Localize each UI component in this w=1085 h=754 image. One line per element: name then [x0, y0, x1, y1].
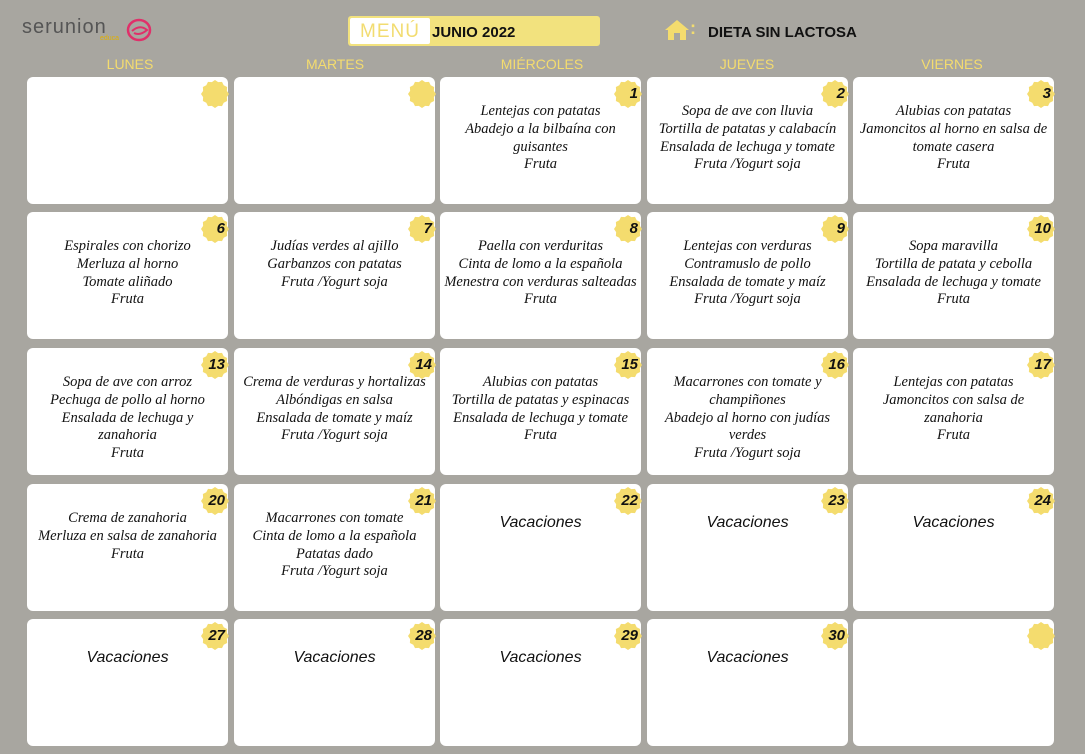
menu-items	[444, 103, 637, 174]
logo-text: serunion	[22, 16, 107, 38]
menu-items	[857, 238, 1050, 309]
menu-item: Menestra con verduras salteadas	[444, 273, 637, 290]
day-cell	[27, 619, 228, 746]
day-cell	[647, 77, 848, 204]
day-name-tuesday: MARTES	[305, 56, 365, 72]
day-cell	[27, 212, 228, 339]
header-colon: :	[690, 18, 696, 38]
day-number: 22	[621, 492, 638, 509]
menu-item: Ensalada de tomate y maíz	[256, 409, 413, 426]
vacation-label: Vacaciones	[706, 514, 789, 531]
menu-item: Fruta	[110, 445, 145, 462]
menu-items	[857, 374, 1050, 445]
day-number: 23	[828, 492, 845, 509]
menu-item: Sopa de ave con arroz	[62, 374, 193, 390]
menu-item: Ensalada de lechuga y tomate	[866, 273, 1041, 290]
day-cell	[234, 484, 435, 611]
menu-items	[31, 510, 224, 563]
day-name-wednesday: MIÉRCOLES	[500, 56, 584, 72]
menu-item: Cinta de lomo a la española	[252, 527, 417, 544]
menu-items	[31, 374, 224, 463]
menu-item: Alubias con patatas	[482, 374, 599, 390]
menu-item: Fruta	[523, 427, 558, 444]
menu-item: Sopa de ave con lluvia	[681, 103, 814, 119]
menu-item: Alubias con patatas	[895, 103, 1012, 119]
menu-items	[651, 103, 844, 174]
menu-label: MENÚ	[350, 18, 430, 44]
menu-item: Merluza al horno	[76, 255, 179, 272]
menu-item: Ensalada de lechuga y tomate	[453, 409, 628, 426]
day-number: 1	[629, 85, 638, 102]
menu-item: Fruta /Yogurt soja	[694, 445, 801, 462]
menu-item: Cinta de lomo a la española	[458, 255, 623, 272]
menu-items	[444, 238, 637, 309]
logo-subtext: educa	[100, 35, 120, 42]
menu-month: JUNIO 2022	[432, 24, 516, 41]
menu-item: Jamoncitos al horno en salsa de tomate casera	[859, 120, 1048, 155]
day-cell	[853, 348, 1054, 475]
day-number: 14	[415, 356, 432, 373]
menu-item: Tortilla de patata y cebolla	[874, 255, 1033, 272]
menu-item: Fruta /Yogurt soja	[694, 156, 801, 173]
menu-item: Fruta /Yogurt soja	[281, 563, 388, 580]
day-number: 13	[208, 356, 225, 373]
menu-item: Jamoncitos con salsa de zanahoria	[882, 391, 1025, 426]
day-number: 8	[629, 220, 638, 237]
day-number: 30	[828, 627, 845, 644]
day-number: 3	[1042, 85, 1051, 102]
day-cell	[234, 619, 435, 746]
menu-item: Espirales con chorizo	[64, 238, 191, 254]
menu-item: Crema de verduras y hortalizas	[243, 374, 426, 390]
menu-item: Abadejo al horno con judías verdes	[664, 409, 831, 444]
menu-item: Macarrones con tomate	[265, 510, 404, 526]
menu-item: Fruta /Yogurt soja	[694, 291, 801, 308]
menu-item: Lentejas con patatas	[893, 374, 1014, 390]
day-cell	[853, 77, 1054, 204]
menu-item: Fruta	[110, 291, 145, 308]
day-number: 16	[828, 356, 845, 373]
day-cell	[234, 77, 435, 204]
menu-item: Contramuslo de pollo	[684, 255, 811, 272]
day-cell	[853, 619, 1054, 746]
vacation-label: Vacaciones	[293, 649, 376, 666]
menu-items	[238, 374, 431, 445]
day-cell	[440, 484, 641, 611]
day-cell	[647, 212, 848, 339]
day-cell	[440, 619, 641, 746]
menu-item: Ensalada de lechuga y tomate	[660, 138, 835, 155]
menu-item: Ensalada de lechuga y zanahoria	[61, 409, 194, 444]
day-number: 20	[208, 492, 225, 509]
day-number: 29	[621, 627, 638, 644]
day-cell	[440, 348, 641, 475]
menu-item: Tortilla de patatas y espinacas	[451, 391, 630, 408]
menu-item: Fruta	[936, 156, 971, 173]
menu-item: Abadejo a la bilbaína con guisantes	[465, 120, 616, 155]
day-number: 7	[423, 220, 432, 237]
day-number: 9	[836, 220, 845, 237]
day-cell	[27, 348, 228, 475]
day-cell	[647, 484, 848, 611]
vacation-label: Vacaciones	[499, 649, 582, 666]
menu-items	[444, 374, 637, 445]
menu-item: Paella con verduritas	[477, 238, 604, 254]
menu-item: Sopa maravilla	[908, 238, 998, 254]
vacation-label: Vacaciones	[706, 649, 789, 666]
day-cell	[853, 484, 1054, 611]
day-number: 21	[415, 492, 432, 509]
day-badge-icon	[200, 79, 230, 109]
logo-mark-icon	[124, 16, 154, 44]
day-cell	[440, 212, 641, 339]
day-cell	[234, 212, 435, 339]
menu-item: Fruta /Yogurt soja	[281, 427, 388, 444]
day-cell	[27, 77, 228, 204]
menu-item: Fruta	[110, 545, 145, 562]
menu-item: Lentejas con verduras	[683, 238, 812, 254]
menu-item: Fruta	[523, 291, 558, 308]
menu-item: Crema de zanahoria	[68, 510, 187, 526]
menu-item: Tortilla de patatas y calabacín	[658, 120, 837, 137]
menu-item: Tomate aliñado	[82, 273, 173, 290]
day-number: 28	[415, 627, 432, 644]
menu-items	[651, 374, 844, 463]
day-number: 27	[208, 627, 225, 644]
day-number: 6	[216, 220, 225, 237]
day-name-thursday: JUEVES	[719, 56, 775, 72]
serunion-logo	[22, 14, 157, 46]
day-name-friday: VIERNES	[921, 56, 983, 72]
menu-item: Pechuga de pollo al horno	[50, 391, 205, 408]
menu-item: Fruta	[936, 427, 971, 444]
day-number: 15	[621, 356, 638, 373]
menu-item: Ensalada de tomate y maíz	[669, 273, 826, 290]
vacation-label: Vacaciones	[912, 514, 995, 531]
menu-item: Merluza en salsa de zanahoria	[38, 527, 217, 544]
menu-items	[651, 238, 844, 309]
menu-item: Judías verdes al ajillo	[270, 238, 399, 254]
day-badge-icon	[1026, 621, 1056, 651]
day-name-monday: LUNES	[106, 56, 154, 72]
menu-items	[857, 103, 1050, 174]
home-icon	[664, 18, 690, 42]
menu-item: Garbanzos con patatas	[267, 255, 402, 272]
day-number: 2	[836, 85, 845, 102]
day-number: 10	[1034, 220, 1051, 237]
diet-title: DIETA SIN LACTOSA	[708, 24, 857, 41]
day-cell	[27, 484, 228, 611]
menu-item: Albóndigas en salsa	[276, 391, 393, 408]
menu-item: Fruta	[523, 156, 558, 173]
day-cell	[647, 619, 848, 746]
vacation-label: Vacaciones	[499, 514, 582, 531]
vacation-label: Vacaciones	[86, 649, 169, 666]
day-cell	[440, 77, 641, 204]
day-badge-icon	[407, 79, 437, 109]
day-number: 24	[1034, 492, 1051, 509]
day-cell	[234, 348, 435, 475]
day-number: 17	[1034, 356, 1051, 373]
menu-item: Macarrones con tomate y champiñones	[673, 374, 822, 408]
day-cell	[647, 348, 848, 475]
menu-item: Fruta /Yogurt soja	[281, 273, 388, 290]
day-cell	[853, 212, 1054, 339]
menu-items	[238, 238, 431, 291]
menu-item: Lentejas con patatas	[480, 103, 601, 119]
menu-item: Patatas dado	[296, 545, 373, 562]
menu-items	[31, 238, 224, 309]
menu-title-box	[348, 16, 600, 46]
menu-item: Fruta	[936, 291, 971, 308]
menu-items	[238, 510, 431, 581]
